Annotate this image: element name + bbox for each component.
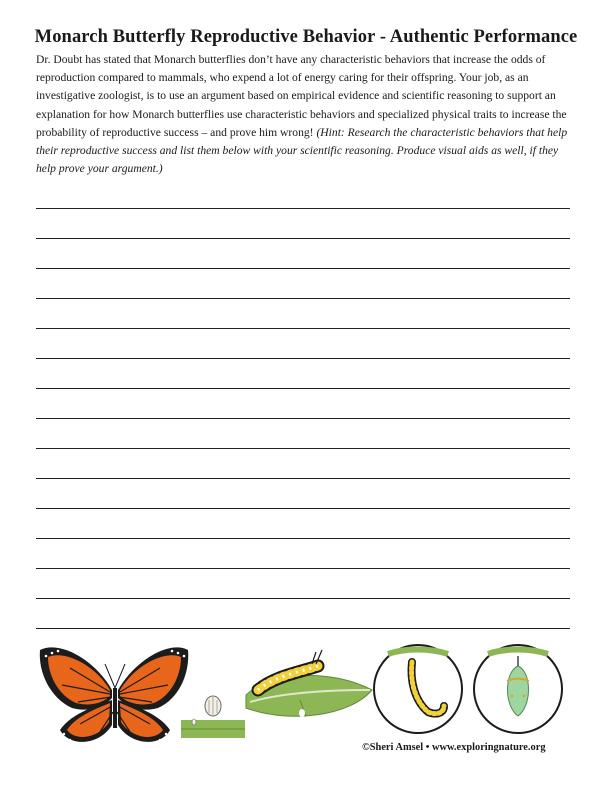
chrysalis-illustration [474, 645, 562, 733]
monarch-butterfly-illustration [40, 647, 188, 742]
egg-on-leaf-illustration [181, 696, 245, 738]
page-title: Monarch Butterfly Reproductive Behavior - Authentic Performance [34, 27, 578, 47]
instructions-text: Dr. Doubt has stated that Monarch butterflies don’t have any characteristic behaviors that increase the odds of reproduction compared to mammals, who expend a lot of energy caring for their offspring. Your job, as an investigative zoologist, is to use an argument based on empirical evidence and scientific reasoning to support an explanation for how Monarch butterflies use characteristic behaviors and specialized physical traits to increase the probability of reproductive success – and prove him wrong! [36, 53, 567, 139]
hint-text: (Hint: Research the characteristic behaviors that help their reproductive success and list them below with your scientific reasoning. Produce visual aids as well, if they help prove your argument.) [36, 125, 568, 176]
j-hanging-caterpillar-illustration [374, 645, 462, 733]
caterpillar-on-leaf-illustration [246, 650, 372, 717]
copyright-credit: ©Sheri Amsel • www.exploringnature.org [362, 742, 546, 753]
